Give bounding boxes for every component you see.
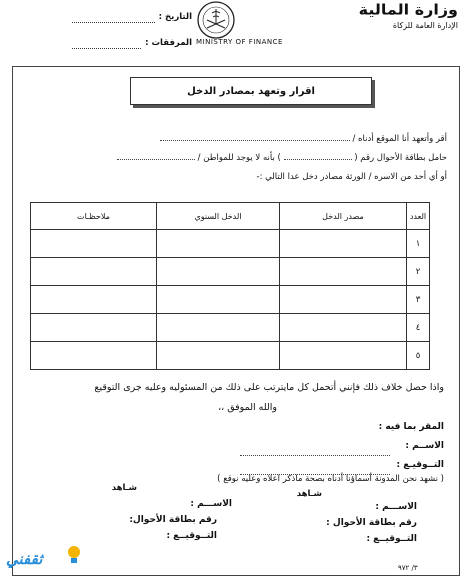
declaration-line-2b-text: ) بأنه لا يوجد للمواطن / (197, 153, 281, 163)
page-code: ٣/ ٩٧٢ (398, 564, 418, 572)
declarant-signature-label: التــوقيـع : (396, 460, 444, 470)
declaration-line-1-text: أقر وأتعهد أنا الموقع أدناه / (352, 134, 447, 144)
attachments-field[interactable] (72, 38, 141, 49)
table-row (31, 314, 430, 342)
declaration-line-3: أو أي أحد من الاسره / الورثة مصادر دخل عدا التالي :- (256, 172, 447, 182)
row-number: ٤ (407, 314, 430, 342)
row-number: ٥ (407, 342, 430, 370)
table-header-row (31, 203, 430, 230)
general-admin: الإدارة العامة للزكاة (392, 21, 458, 30)
declaration-line-2 (117, 152, 447, 163)
closing-phrase: والله الموفق ،، (218, 402, 277, 413)
notes-cell[interactable] (31, 230, 157, 258)
ministry-name: وزارة المالية (358, 0, 458, 19)
witness-left-card-label: رقم بطاقة الأحوال: (129, 515, 217, 525)
col-header-source: مصدر الدخل (280, 203, 407, 230)
notes-cell[interactable] (31, 286, 157, 314)
emblem-text: MINISTRY OF FINANCE (196, 38, 283, 46)
watermark-text: ثقفني (6, 550, 43, 568)
notes-cell[interactable] (31, 258, 157, 286)
notes-cell[interactable] (31, 342, 157, 370)
source-cell[interactable] (280, 230, 407, 258)
declaration-line-1 (160, 133, 447, 144)
date-field[interactable] (72, 12, 155, 23)
declarant-name-field[interactable] (240, 448, 390, 456)
witness-right-name-label: الاســـم : (375, 502, 417, 512)
row-number: ٣ (407, 286, 430, 314)
date-label: التاريخ : (158, 12, 192, 22)
header-meta (72, 4, 192, 56)
row-number: ١ (407, 230, 430, 258)
income-cell[interactable] (157, 342, 280, 370)
witness-right-title: شـاهد (296, 489, 322, 499)
income-cell[interactable] (157, 286, 280, 314)
liability-statement: واذا حصل خلاف ذلك فإنني أتحمل كل مايترتب على ذلك من المسئوليه وعليه جرى التوقيع (94, 382, 444, 393)
row-number: ٢ (407, 258, 430, 286)
income-cell[interactable] (157, 258, 280, 286)
acknowledged-label: المقر بما فيه : (378, 422, 444, 432)
table-row (31, 342, 430, 370)
source-cell[interactable] (280, 286, 407, 314)
col-header-income: الدخل السنوي (157, 203, 280, 230)
notes-cell[interactable] (31, 314, 157, 342)
citizen-name-field[interactable] (117, 152, 195, 160)
witness-right-card-label: رقم بطاقة الأحوال : (326, 518, 417, 528)
income-cell[interactable] (157, 230, 280, 258)
witness-right-signature-label: التــوقيــع : (366, 534, 417, 544)
declarant-name-label: الاســم : (405, 441, 444, 451)
lightbulb-icon (66, 544, 82, 566)
col-header-notes: ملاحظـات (31, 203, 157, 230)
witness-statement: ( نشهد نحن المدونة أسماؤنا أدناه بصحة ماذكر اعلاه وعليه نوقع ) (217, 474, 444, 484)
source-cell[interactable] (280, 258, 407, 286)
declaration-line-2a-text: حامل بطاقة الأحوال رقم ( (354, 153, 447, 163)
form-title: اقرار وتعهد بمصادر الدخل (130, 77, 372, 105)
witness-left-name-label: الاســـم : (190, 499, 232, 509)
col-header-num: العدد (407, 203, 430, 230)
witness-left-title: شـاهد (111, 483, 137, 493)
table-row (31, 230, 430, 258)
declarant-name-field[interactable] (160, 133, 350, 141)
ministry-emblem-icon (191, 0, 241, 42)
source-cell[interactable] (280, 342, 407, 370)
table-row (31, 258, 430, 286)
witness-left-signature-label: التــوقيــع : (166, 531, 217, 541)
income-table (30, 202, 430, 370)
table-row (31, 286, 430, 314)
ministry-header (328, 0, 458, 30)
attachments-label: المرفقات : (145, 38, 192, 48)
id-card-field[interactable] (284, 152, 352, 160)
income-cell[interactable] (157, 314, 280, 342)
source-cell[interactable] (280, 314, 407, 342)
